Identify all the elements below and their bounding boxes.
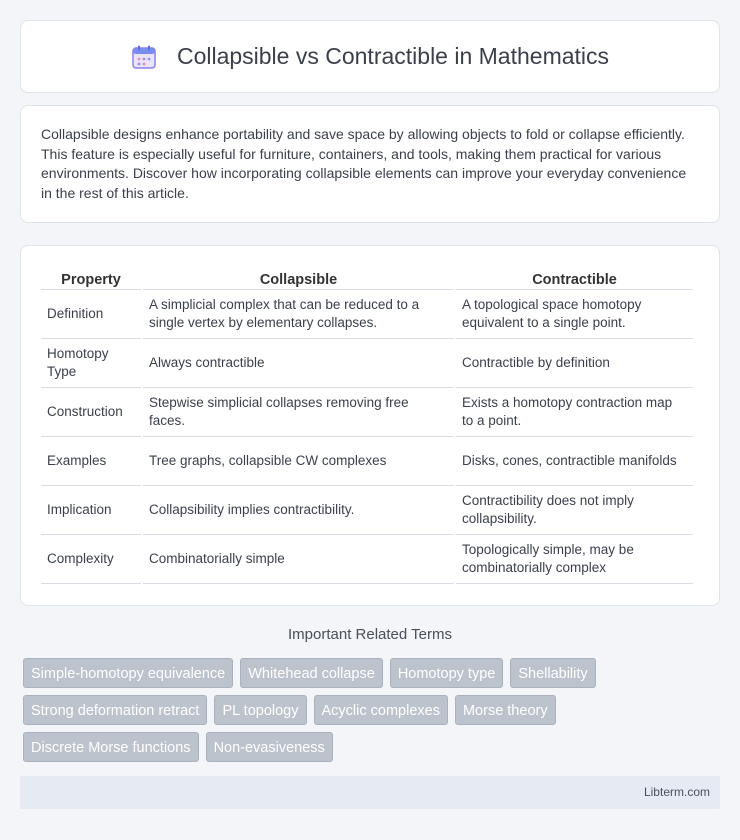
- table-row: [41, 535, 693, 584]
- property-cell: Complexity: [41, 535, 141, 584]
- column-header-contractible: Contractible: [456, 266, 693, 290]
- property-cell: Examples: [41, 437, 141, 486]
- related-term-tag[interactable]: Simple-homotopy equivalence: [23, 658, 233, 688]
- collapsible-cell: Always contractible: [143, 339, 454, 388]
- footer-site-link[interactable]: Libterm.com: [643, 785, 710, 799]
- column-header-collapsible: Collapsible: [143, 266, 454, 290]
- related-term-tag[interactable]: Shellability: [510, 658, 595, 688]
- related-term-tag[interactable]: Morse theory: [455, 695, 556, 725]
- collapsible-cell: Stepwise simplicial collapses removing free faces.: [143, 388, 454, 437]
- collapsible-cell: Tree graphs, collapsible CW complexes: [143, 437, 454, 486]
- footer: [20, 776, 720, 809]
- related-term-tag[interactable]: Non-evasiveness: [206, 732, 333, 762]
- table-row: [41, 290, 693, 339]
- contractible-cell: Exists a homotopy contraction map to a point.: [456, 388, 693, 437]
- comparison-table: [39, 266, 695, 584]
- table-header-row: [41, 266, 693, 290]
- related-term-tag[interactable]: Homotopy type: [390, 658, 504, 688]
- property-cell: Homotopy Type: [41, 339, 141, 388]
- contractible-cell: Contractibility does not imply collapsibility.: [456, 486, 693, 535]
- table-row: [41, 388, 693, 437]
- calendar-icon: [131, 44, 157, 70]
- table-row: [41, 339, 693, 388]
- contractible-cell: Topologically simple, may be combinatorially complex: [456, 535, 693, 584]
- property-cell: Construction: [41, 388, 141, 437]
- related-terms-heading: Important Related Terms: [288, 626, 452, 643]
- intro-text: Collapsible designs enhance portability and save space by allowing objects to fold or collapse efficiently. This feature is especially useful for furniture, containers, and tools, making them practical for various environments. Discover how incorporating collapsible elements can improve your everyday convenience in the rest of this article.: [41, 126, 687, 201]
- contractible-cell: Contractible by definition: [456, 339, 693, 388]
- related-terms-list: [23, 658, 723, 769]
- contractible-cell: A topological space homotopy equivalent to a single point.: [456, 290, 693, 339]
- related-term-tag[interactable]: Discrete Morse functions: [23, 732, 199, 762]
- property-cell: Implication: [41, 486, 141, 535]
- page-title: Collapsible vs Contractible in Mathematics: [176, 43, 610, 69]
- title-card: [20, 20, 720, 93]
- contractible-cell: Disks, cones, contractible manifolds: [456, 437, 693, 486]
- intro-card: [20, 105, 720, 223]
- collapsible-cell: Collapsibility implies contractibility.: [143, 486, 454, 535]
- column-header-property: Property: [41, 266, 141, 290]
- related-term-tag[interactable]: PL topology: [214, 695, 306, 725]
- related-term-tag[interactable]: Strong deformation retract: [23, 695, 207, 725]
- collapsible-cell: A simplicial complex that can be reduced to a single vertex by elementary collapses.: [143, 290, 454, 339]
- table-row: [41, 437, 693, 486]
- related-term-tag[interactable]: Whitehead collapse: [240, 658, 383, 688]
- collapsible-cell: Combinatorially simple: [143, 535, 454, 584]
- comparison-card: [20, 245, 720, 606]
- table-row: [41, 486, 693, 535]
- property-cell: Definition: [41, 290, 141, 339]
- related-term-tag[interactable]: Acyclic complexes: [314, 695, 448, 725]
